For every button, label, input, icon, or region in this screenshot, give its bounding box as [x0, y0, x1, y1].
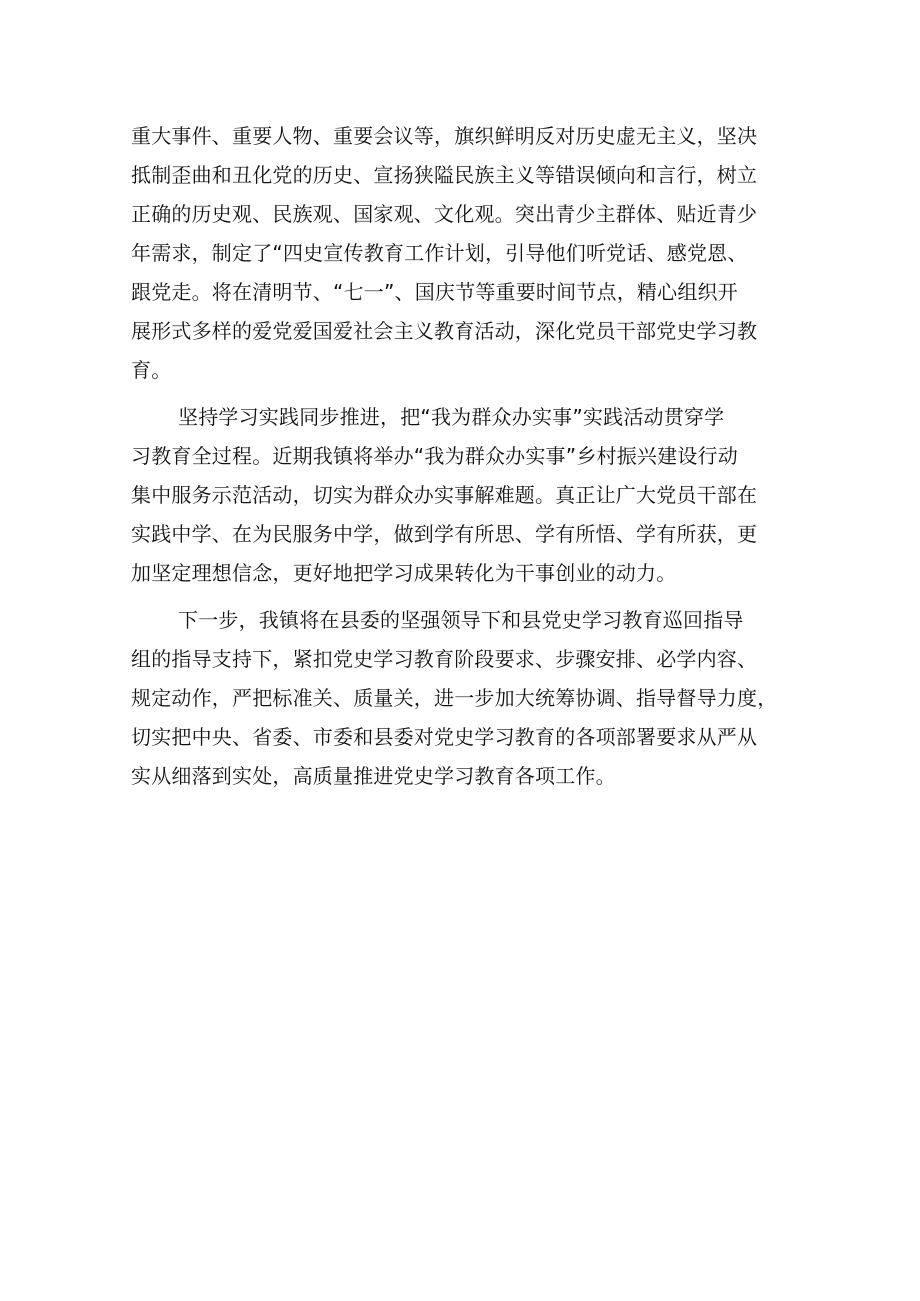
- text-line: 组的指导支持下，紧扣党史学习教育阶段要求、步骤安排、必学内容、: [131, 647, 758, 671]
- text-line: 育。: [131, 358, 172, 382]
- text-line: 规定动作，严把标准关、质量关，进一步加大统筹协调、指导督导力度，: [131, 686, 778, 710]
- text-line: 实从细落到实处，高质量推进党史学习教育各项工作。: [131, 764, 616, 788]
- text-line: 年需求，制定了“四史宣传教育工作计划，引导他们听党话、感党恩、: [131, 241, 748, 265]
- paragraph-continuation: [131, 117, 796, 390]
- text-line: 实践中学、在为民服务中学，做到学有所思、学有所悟、学有所获，更: [131, 522, 758, 546]
- text-line: 正确的历史观、民族观、国家观、文化观。突出青少主群体、贴近青少: [131, 202, 758, 226]
- text-line: 集中服务示范活动，切实为群众办实事解难题。真正让广大党员干部在: [131, 483, 758, 507]
- paragraph-practice: [131, 398, 796, 593]
- paragraph-next-steps: [131, 601, 796, 796]
- text-line: 重大事件、重要人物、重要会议等，旗织鲜明反对历史虚无主义，坚决: [131, 124, 758, 148]
- text-line: 加坚定理想信念，更好地把学习成果转化为干事创业的动力。: [131, 561, 677, 585]
- text-line-first: 下一步，我镇将在县委的坚强领导下和县党史学习教育巡回指导: [178, 608, 744, 632]
- text-line: 切实把中央、省委、市委和县委对党史学习教育的各项部署要求从严从: [131, 725, 758, 749]
- text-line: 跟党走。将在清明节、“七一”、国庆节等重要时间节点，精心组织开: [131, 280, 738, 304]
- text-line: 抵制歪曲和丑化党的历史、宣扬狭隘民族主义等错误倾向和言行，树立: [131, 163, 758, 187]
- document-body: [131, 117, 796, 804]
- text-line-first: 坚持学习实践同步推进，把“我为群众办实事”实践活动贯穿学: [178, 405, 725, 429]
- text-line: 习教育全过程。近期我镇将举办“我为群众办实事”乡村振兴建设行动: [131, 444, 738, 468]
- text-line: 展形式多样的爱党爱国爱社会主义教育活动，深化党员干部党史学习教: [131, 319, 758, 343]
